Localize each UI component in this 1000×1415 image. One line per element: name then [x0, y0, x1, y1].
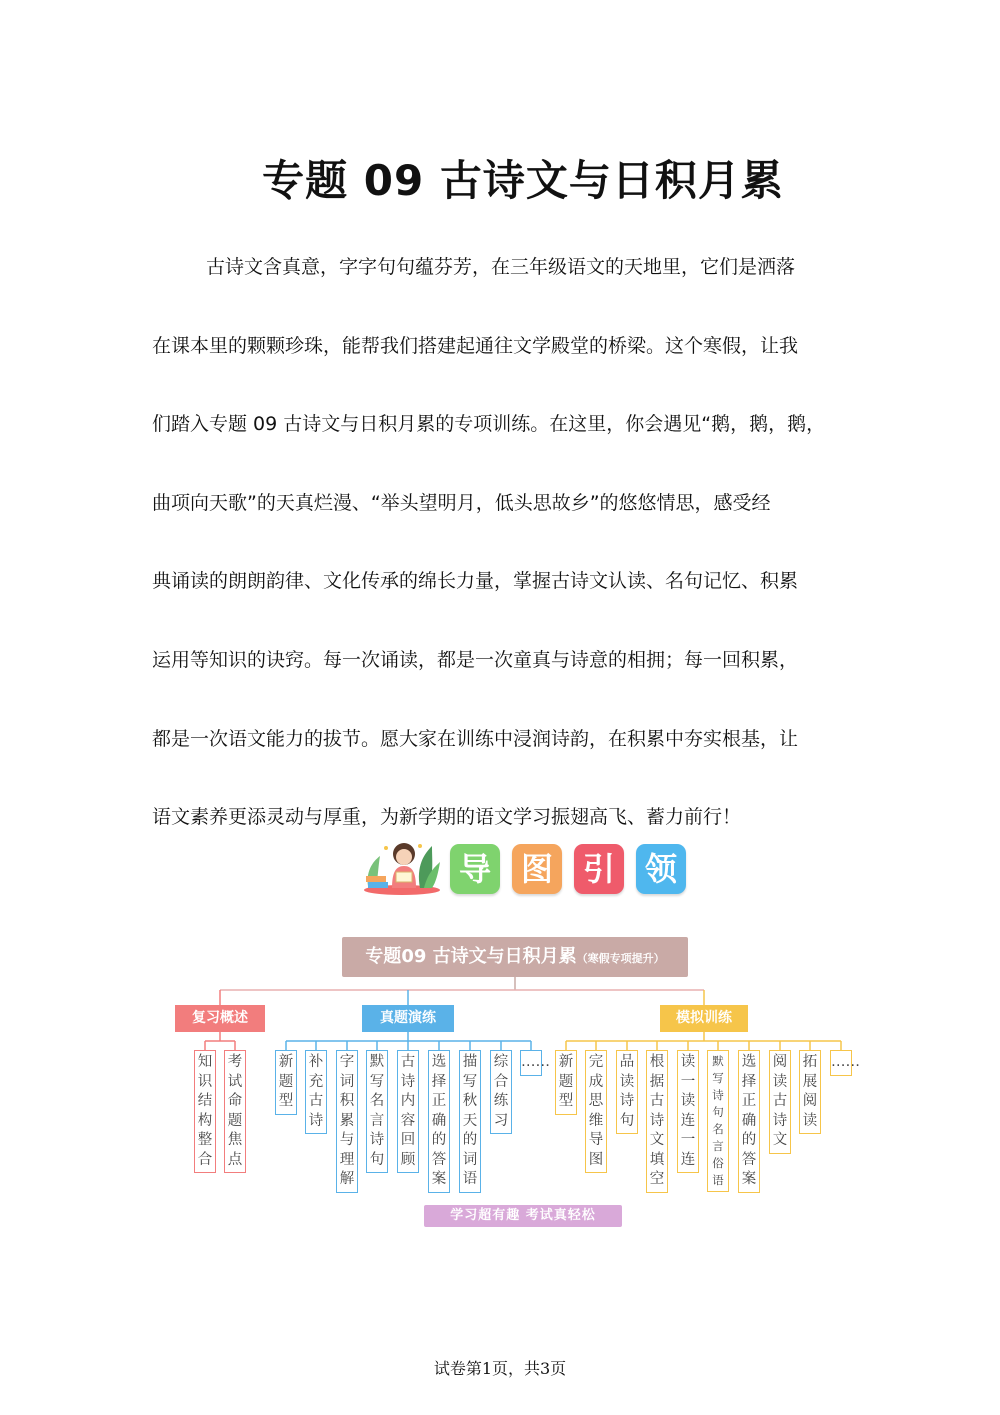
mindmap-leaf: ……: [830, 1050, 852, 1076]
mindmap-leaf: 默写名言诗句: [366, 1050, 388, 1173]
mindmap-leaf: 读一读连一连: [677, 1050, 699, 1173]
banner-tile: 引: [574, 844, 624, 894]
intro-line: 运用等知识的诀窍。每一次诵读，都是一次童真与诗意的相拥；每一回积累，: [152, 648, 799, 671]
intro-line: 语文素养更添灵动与厚重，为新学期的语文学习振翅高飞、蓄力前行！: [152, 806, 742, 829]
mindmap-leaf: 默写诗句名言俗语: [707, 1050, 729, 1192]
mindmap-leaf: 新题型: [275, 1050, 297, 1115]
page-number: 试卷第1页，共3页: [433, 1359, 567, 1378]
branch-mock-training: 模拟训练: [660, 1005, 748, 1032]
mindmap-leaf: 字词积累与理解: [336, 1050, 358, 1193]
mindmap-leaf: ……: [520, 1050, 542, 1076]
intro-line: 古诗文含真意，字字句句蕴芬芳，在三年级语文的天地里，它们是洒落: [206, 256, 796, 278]
mindmap-leaf: 完成思维导图: [585, 1050, 607, 1173]
intro-line: 在课本里的颗颗珍珠，能帮我们搭建起通往文学殿堂的桥梁。这个寒假，让我: [152, 334, 799, 357]
mindmap-leaf: 古诗内容回顾: [397, 1050, 419, 1173]
mindmap-leaf: 补充古诗: [305, 1050, 327, 1134]
mindmap-footer-slogan: 学习超有趣 考试真轻松: [424, 1205, 622, 1227]
mindmap-leaf: 拓展阅读: [799, 1050, 821, 1134]
page-title: 专题 09 古诗文与日积月累: [262, 156, 784, 205]
mindmap-root-title: 专题09 古诗文与日积月累: [365, 946, 577, 967]
mindmap-leaf: 知识结构整合: [194, 1050, 216, 1173]
mindmap-leaf: 选择正确的答案: [428, 1050, 450, 1193]
banner-tile: 领: [636, 844, 686, 894]
mindmap-root: [342, 937, 688, 977]
intro-line: 典诵读的朗朗韵律、文化传承的绵长力量，掌握古诗文认读、名句记忆、积累: [152, 570, 799, 593]
mindmap-root-subtitle: （寒假专项提升）: [576, 952, 665, 965]
mindmap-leaf: 综合练习: [490, 1050, 512, 1134]
mindmap-leaf: 考试命题焦点: [224, 1050, 246, 1173]
intro-line: 曲项向天歌”的天真烂漫、“举头望明月，低头思故乡”的悠悠情思，感受经: [152, 491, 771, 514]
banner-tile: 图: [512, 844, 562, 894]
mindmap-leaf: 选择正确的答案: [738, 1050, 760, 1193]
intro-line: 都是一次语文能力的拔节。愿大家在训练中浸润诗韵，在积累中夯实根基，让: [152, 727, 799, 750]
banner-tile: 导: [450, 844, 500, 894]
mindmap-leaf: 品读诗句: [616, 1050, 638, 1134]
mindmap-leaf: 根据古诗文填空: [646, 1050, 668, 1193]
mindmap-leaf: 阅读古诗文: [769, 1050, 791, 1154]
branch-review: 复习概述: [175, 1005, 265, 1032]
intro-line: 们踏入专题 09 古诗文与日积月累的专项训练。在这里，你会遇见“鹅，鹅，鹅，: [152, 413, 826, 436]
branch-real-exam: 真题演练: [362, 1005, 454, 1032]
mindmap-leaf: 新题型: [555, 1050, 577, 1115]
mindmap-leaf: 描写秋天的词语: [459, 1050, 481, 1193]
